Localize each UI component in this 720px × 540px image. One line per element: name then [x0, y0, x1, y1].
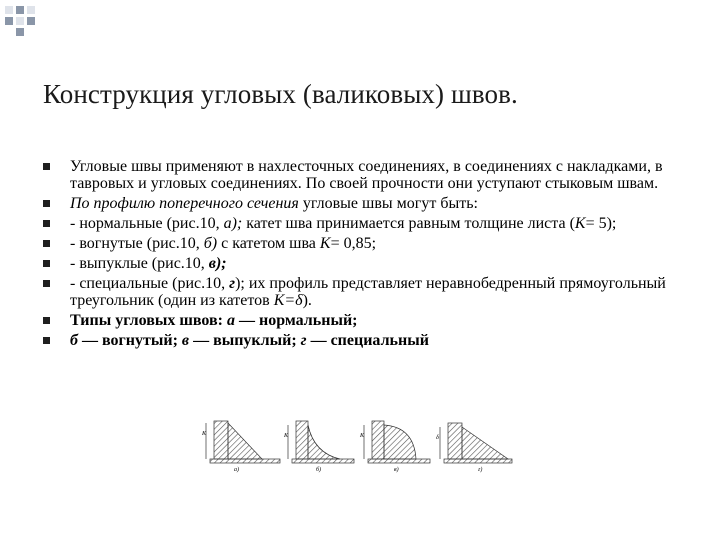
dimension-label: K: [360, 433, 365, 439]
bullet-text: г: [229, 275, 236, 292]
bullet-item: [43, 195, 693, 212]
bullet-text: — вогнутый;: [77, 332, 182, 349]
bullet-item: [43, 312, 693, 329]
deco-square: [5, 17, 13, 25]
bullet-text: Угловые швы применяют в нахлесточных соединениях, в соединениях с накладками, в тавровых и угловых соединениях. По своей прочности они уступают стыковым швам.: [70, 158, 663, 192]
bullet-text: K: [319, 235, 331, 252]
dimension-label: K: [284, 433, 289, 439]
bullet-text: в);: [208, 255, 227, 272]
dimension-label: δ: [436, 435, 439, 441]
bullet-text: ); их профиль представляет неравнобедренный прямоугольный треугольник (один из катетов: [70, 275, 666, 309]
bullet-text: в: [181, 332, 190, 349]
corner-decoration: [0, 0, 720, 40]
bullet-text: По профилю поперечного сечения: [70, 195, 299, 212]
weld-panel-d: [436, 423, 512, 473]
bullet-text: - выпуклые (рис.10,: [70, 255, 209, 272]
bullet-square-icon: [43, 200, 50, 207]
weld-panel-c: [359, 421, 430, 473]
bullet-text: г: [300, 332, 307, 349]
dimension-label: K: [202, 431, 207, 437]
bullet-text: катет шва принимается равным толщине листа (: [242, 215, 575, 232]
bullet-square-icon: [43, 280, 50, 287]
deco-square: [16, 17, 24, 25]
bullet-text: а);: [223, 215, 243, 232]
bullet-text: с катетом шва: [217, 235, 320, 252]
panel-label-a: а): [234, 467, 239, 473]
weld-panel-b: [283, 421, 354, 473]
bullet-item: [43, 215, 693, 232]
bullet-text: Типы угловых швов:: [70, 312, 227, 329]
bullet-text: - специальные (рис.10,: [70, 275, 230, 292]
bullet-text: б: [70, 332, 78, 349]
bullet-item: [43, 255, 693, 272]
bullet-item: [43, 332, 693, 349]
bullet-square-icon: [43, 220, 50, 227]
deco-square: [27, 17, 35, 25]
bullet-text: — выпуклый;: [189, 332, 301, 349]
bullet-text: б): [203, 235, 218, 252]
bullet-item: [43, 275, 693, 309]
bullet-square-icon: [43, 337, 50, 344]
deco-square: [16, 28, 24, 36]
bullet-text: K: [574, 215, 586, 232]
deco-square: [27, 6, 35, 14]
bullet-list: [43, 158, 693, 352]
bullet-item: [43, 235, 693, 252]
slide-title: Конструкция угловых (валиковых) швов.: [43, 79, 518, 109]
bullet-text: ).: [302, 292, 312, 309]
panel-label-b: б): [316, 467, 322, 473]
bullet-square-icon: [43, 317, 50, 324]
deco-square: [5, 6, 13, 14]
bullet-text: K=δ: [273, 292, 303, 309]
bullet-text: — нормальный;: [234, 312, 358, 329]
bullet-text: = 5);: [585, 215, 617, 232]
bullet-square-icon: [43, 260, 50, 267]
panel-label-c: в): [394, 467, 399, 473]
bullet-text: - вогнутые (рис.10,: [70, 235, 204, 252]
weld-panel-a: [201, 421, 280, 473]
deco-square: [16, 6, 24, 14]
bullet-square-icon: [43, 240, 50, 247]
weld-profiles-figure: [196, 413, 516, 473]
bullet-text: - нормальные (рис.10,: [70, 215, 224, 232]
bullet-text: — специальный: [306, 332, 429, 349]
bullet-square-icon: [43, 163, 50, 170]
bullet-text: = 0,85;: [330, 235, 377, 252]
panel-label-d: г): [478, 467, 483, 473]
bullet-text: угловые швы могут быть:: [298, 195, 478, 212]
bullet-item: [43, 158, 693, 192]
bullet-text: а: [226, 312, 235, 329]
